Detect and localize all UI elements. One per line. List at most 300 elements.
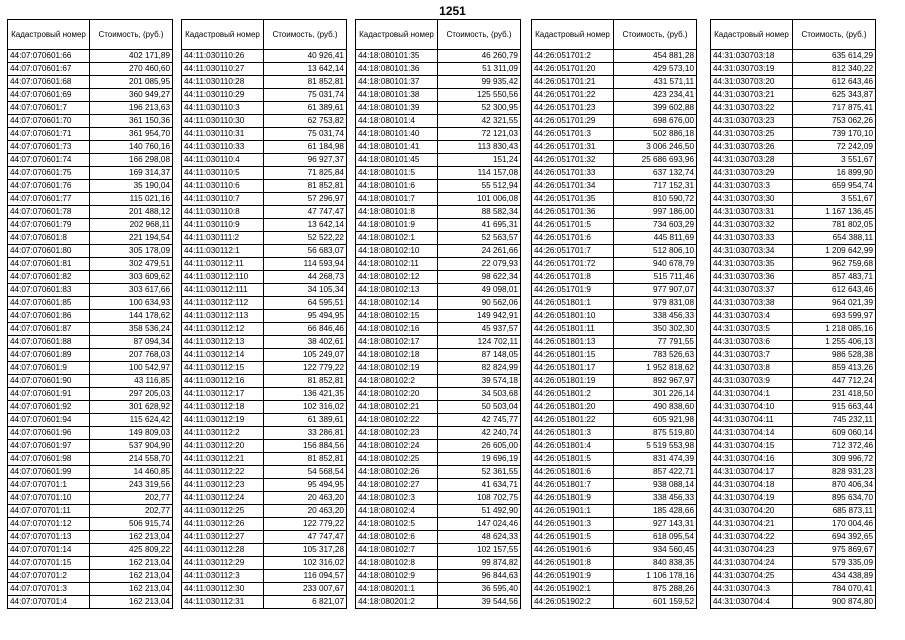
- cadastral-number-cell: 44:11:030110:31: [182, 128, 264, 141]
- cost-cell: 579 335,09: [793, 557, 876, 570]
- table-row: [711, 232, 876, 245]
- cost-cell: 783 526,63: [614, 349, 697, 362]
- table-row: [711, 583, 876, 596]
- table-row: [182, 518, 347, 531]
- table-row: [8, 531, 173, 544]
- cost-cell: 38 402,61: [264, 336, 347, 349]
- table-row: [711, 76, 876, 89]
- cost-cell: 102 316,02: [264, 401, 347, 414]
- cost-cell: 537 904,90: [90, 440, 173, 453]
- table-row: [182, 297, 347, 310]
- cost-cell: 47 747,47: [264, 531, 347, 544]
- cadastral-number-cell: 44:26:051801:22: [532, 414, 614, 427]
- cadastral-number-cell: 44:26:051801:1: [532, 297, 614, 310]
- cadastral-number-cell: 44:18:080102:7: [356, 544, 438, 557]
- table-row: [532, 596, 697, 609]
- cost-cell: 231 418,50: [793, 388, 876, 401]
- cadastral-number-cell: 44:26:051701:32: [532, 154, 614, 167]
- table-row: [532, 440, 697, 453]
- cadastral-number-cell: 44:11:030110:7: [182, 193, 264, 206]
- table-row: [356, 440, 521, 453]
- table-row: [8, 375, 173, 388]
- cost-cell: 502 886,18: [614, 128, 697, 141]
- table-row: [8, 193, 173, 206]
- cadastral-number-cell: 44:26:051801:13: [532, 336, 614, 349]
- table-row: [8, 440, 173, 453]
- cost-cell: 857 422,71: [614, 466, 697, 479]
- cost-cell: 828 931,23: [793, 466, 876, 479]
- table-row: [182, 310, 347, 323]
- cadastral-number-cell: 44:31:030704:14: [711, 427, 793, 440]
- table-row: [532, 219, 697, 232]
- cost-cell: 625 343,87: [793, 89, 876, 102]
- table-row: [8, 271, 173, 284]
- cadastral-number-cell: 44:11:030112:25: [182, 505, 264, 518]
- cadastral-number-cell: 44:11:030110:27: [182, 63, 264, 76]
- cost-cell: 243 319,56: [90, 479, 173, 492]
- cadastral-number-cell: 44:18:080101:37: [356, 76, 438, 89]
- header-cadastral-number: Кадастровый номер: [711, 20, 793, 50]
- cost-cell: 221 194,54: [90, 232, 173, 245]
- cadastral-number-cell: 44:31:030704:25: [711, 570, 793, 583]
- cost-cell: 41 695,31: [438, 219, 521, 232]
- table-row: [532, 557, 697, 570]
- table-row: [356, 50, 521, 63]
- cadastral-number-cell: 44:11:030112:18: [182, 401, 264, 414]
- cadastral-number-cell: 44:31:030703:21: [711, 89, 793, 102]
- table-row: [532, 570, 697, 583]
- cost-cell: 61 389,61: [264, 102, 347, 115]
- cost-cell: 61 389,61: [264, 414, 347, 427]
- cadastral-number-cell: 44:07:070701:14: [8, 544, 90, 557]
- cost-cell: 601 159,52: [614, 596, 697, 609]
- table-row: [8, 102, 173, 115]
- table-row: [711, 193, 876, 206]
- cost-cell: 303 617,66: [90, 284, 173, 297]
- cost-cell: 40 926,41: [264, 50, 347, 63]
- table-row: [182, 180, 347, 193]
- cost-cell: 52 300,95: [438, 102, 521, 115]
- table-row: [8, 89, 173, 102]
- table-row: [356, 258, 521, 271]
- cadastral-number-cell: 44:31:030704:11: [711, 414, 793, 427]
- cost-cell: 454 881,28: [614, 50, 697, 63]
- table-row: [8, 401, 173, 414]
- cost-cell: 42 240,74: [438, 427, 521, 440]
- cadastral-number-cell: 44:31:030703:30: [711, 193, 793, 206]
- cadastral-number-cell: 44:31:030704:21: [711, 518, 793, 531]
- table-row: [711, 596, 876, 609]
- table-row: [711, 531, 876, 544]
- table-row: [532, 284, 697, 297]
- cadastral-number-cell: 44:07:070701:12: [8, 518, 90, 531]
- table-row: [8, 479, 173, 492]
- table-row: [8, 206, 173, 219]
- cadastral-number-cell: 44:31:030703:26: [711, 141, 793, 154]
- table-row: [532, 427, 697, 440]
- cadastral-number-cell: 44:18:080102:27: [356, 479, 438, 492]
- table-row: [711, 414, 876, 427]
- cadastral-number-cell: 44:31:030703:23: [711, 115, 793, 128]
- cadastral-number-cell: 44:18:080102:22: [356, 414, 438, 427]
- table-row: [711, 466, 876, 479]
- table-row: [356, 414, 521, 427]
- cadastral-number-cell: 44:07:070601:76: [8, 180, 90, 193]
- table-row: [182, 76, 347, 89]
- cadastral-number-cell: 44:18:080102:21: [356, 401, 438, 414]
- cadastral-number-cell: 44:26:051901:1: [532, 505, 614, 518]
- cost-cell: 140 760,16: [90, 141, 173, 154]
- table-row: [532, 505, 697, 518]
- table-header-row: [356, 20, 521, 50]
- table-row: [711, 544, 876, 557]
- table-header-row: [182, 20, 347, 50]
- cost-cell: 358 536,24: [90, 323, 173, 336]
- cost-cell: 297 205,03: [90, 388, 173, 401]
- cost-cell: 16 899,90: [793, 167, 876, 180]
- cadastral-number-cell: 44:18:080101:35: [356, 50, 438, 63]
- cadastral-number-cell: 44:18:080102:24: [356, 440, 438, 453]
- cost-cell: 47 747,47: [264, 206, 347, 219]
- table-row: [711, 362, 876, 375]
- table-row: [532, 466, 697, 479]
- cost-cell: 734 603,29: [614, 219, 697, 232]
- cadastral-number-cell: 44:26:051701:8: [532, 271, 614, 284]
- cost-cell: 149 809,03: [90, 427, 173, 440]
- cost-cell: 115 624,42: [90, 414, 173, 427]
- table-row: [711, 141, 876, 154]
- cost-cell: 88 582,34: [438, 206, 521, 219]
- cost-cell: 105 249,07: [264, 349, 347, 362]
- cost-cell: 102 157,55: [438, 544, 521, 557]
- table-row: [532, 479, 697, 492]
- table-row: [8, 245, 173, 258]
- cadastral-number-cell: 44:31:030704:10: [711, 401, 793, 414]
- cost-cell: 840 838,35: [614, 557, 697, 570]
- cost-cell: 447 712,24: [793, 375, 876, 388]
- cadastral-number-cell: 44:11:030112:12: [182, 323, 264, 336]
- cadastral-number-cell: 44:11:030110:6: [182, 180, 264, 193]
- cadastral-number-cell: 44:31:030703:29: [711, 167, 793, 180]
- cadastral-number-cell: 44:07:070601:85: [8, 297, 90, 310]
- cadastral-number-cell: 44:11:030112:11: [182, 258, 264, 271]
- cadastral-number-cell: 44:07:070601:8: [8, 232, 90, 245]
- cadastral-number-cell: 44:26:051901:6: [532, 544, 614, 557]
- cost-cell: 61 184,98: [264, 141, 347, 154]
- cost-cell: 753 062,26: [793, 115, 876, 128]
- table-row: [532, 258, 697, 271]
- cadastral-number-cell: 44:11:030111:2: [182, 232, 264, 245]
- cadastral-number-cell: 44:07:070701:2: [8, 570, 90, 583]
- table-row: [711, 102, 876, 115]
- cadastral-number-cell: 44:26:051902:2: [532, 596, 614, 609]
- cost-cell: 515 711,46: [614, 271, 697, 284]
- table-row: [182, 362, 347, 375]
- cadastral-number-cell: 44:31:030703:8: [711, 362, 793, 375]
- cost-cell: 964 021,39: [793, 297, 876, 310]
- table-row: [532, 167, 697, 180]
- cadastral-number-cell: 44:11:030112:13: [182, 336, 264, 349]
- cadastral-number-cell: 44:07:070601:97: [8, 440, 90, 453]
- cost-cell: 201 488,12: [90, 206, 173, 219]
- table-row: [8, 466, 173, 479]
- cadastral-number-cell: 44:26:051701:34: [532, 180, 614, 193]
- table-row: [356, 453, 521, 466]
- cadastral-number-cell: 44:11:030112:113: [182, 310, 264, 323]
- cadastral-number-cell: 44:26:051801:9: [532, 492, 614, 505]
- table-row: [182, 193, 347, 206]
- cadastral-number-cell: 44:26:051701:6: [532, 232, 614, 245]
- table-row: [356, 466, 521, 479]
- table-row: [711, 245, 876, 258]
- table-row: [8, 219, 173, 232]
- cadastral-number-cell: 44:07:070601:92: [8, 401, 90, 414]
- cadastral-number-cell: 44:31:030703:38: [711, 297, 793, 310]
- cost-cell: 1 255 406,13: [793, 336, 876, 349]
- cadastral-number-cell: 44:07:070601:81: [8, 258, 90, 271]
- table-row: [356, 154, 521, 167]
- cost-cell: 201 085,95: [90, 76, 173, 89]
- table-row: [532, 50, 697, 63]
- cost-cell: 979 831,08: [614, 297, 697, 310]
- table-row: [356, 583, 521, 596]
- table-row: [8, 141, 173, 154]
- cost-cell: 136 421,35: [264, 388, 347, 401]
- table-row: [8, 63, 173, 76]
- cadastral-number-cell: 44:07:070601:99: [8, 466, 90, 479]
- cadastral-number-cell: 44:31:030704:18: [711, 479, 793, 492]
- table-header-row: [711, 20, 876, 50]
- table-row: [356, 479, 521, 492]
- cost-cell: 156 884,56: [264, 440, 347, 453]
- cadastral-number-cell: 44:18:080102:26: [356, 466, 438, 479]
- cost-cell: 303 609,62: [90, 271, 173, 284]
- cadastral-number-cell: 44:31:030704:4: [711, 596, 793, 609]
- cadastral-number-cell: 44:07:070601:68: [8, 76, 90, 89]
- table-row: [356, 323, 521, 336]
- table-row: [356, 102, 521, 115]
- cost-cell: 82 824,99: [438, 362, 521, 375]
- table-row: [532, 349, 697, 362]
- cadastral-number-cell: 44:18:080101:8: [356, 206, 438, 219]
- cadastral-number-cell: 44:26:051801:17: [532, 362, 614, 375]
- table-row: [711, 180, 876, 193]
- cost-cell: 42 745,77: [438, 414, 521, 427]
- page-number: 1251: [439, 4, 466, 18]
- table-row: [711, 453, 876, 466]
- cadastral-number-cell: 44:18:080102:23: [356, 427, 438, 440]
- cadastral-number-cell: 44:31:030703:22: [711, 102, 793, 115]
- cadastral-number-cell: 44:07:070601:71: [8, 128, 90, 141]
- table-row: [182, 440, 347, 453]
- cadastral-number-cell: 44:26:051801:6: [532, 466, 614, 479]
- cadastral-number-cell: 44:31:030704:15: [711, 440, 793, 453]
- table-row: [8, 505, 173, 518]
- cost-cell: 52 361,55: [438, 466, 521, 479]
- cost-cell: 51 311,09: [438, 63, 521, 76]
- table-row: [8, 414, 173, 427]
- cost-cell: 98 622,34: [438, 271, 521, 284]
- cadastral-number-cell: 44:31:030704:23: [711, 544, 793, 557]
- cost-cell: 997 186,00: [614, 206, 697, 219]
- cost-cell: 45 937,57: [438, 323, 521, 336]
- cadastral-number-cell: 44:31:030704:16: [711, 453, 793, 466]
- cadastral-number-cell: 44:07:070601:98: [8, 453, 90, 466]
- cadastral-number-cell: 44:18:080102:15: [356, 310, 438, 323]
- cost-cell: 51 492,90: [438, 505, 521, 518]
- cost-cell: 1 218 085,16: [793, 323, 876, 336]
- cost-cell: 654 388,11: [793, 232, 876, 245]
- cadastral-number-cell: 44:07:070601:96: [8, 427, 90, 440]
- table-row: [356, 505, 521, 518]
- table-row: [182, 557, 347, 570]
- cadastral-number-cell: 44:18:080101:5: [356, 167, 438, 180]
- table-row: [532, 453, 697, 466]
- table-row: [711, 310, 876, 323]
- cadastral-number-cell: 44:31:030704:24: [711, 557, 793, 570]
- table-row: [8, 284, 173, 297]
- table-row: [182, 258, 347, 271]
- cost-cell: 506 915,74: [90, 518, 173, 531]
- cost-cell: 52 522,22: [264, 232, 347, 245]
- cost-cell: 233 007,67: [264, 583, 347, 596]
- table-row: [711, 401, 876, 414]
- cadastral-number-cell: 44:18:080102:25: [356, 453, 438, 466]
- cost-cell: 95 494,95: [264, 479, 347, 492]
- cost-cell: 781 802,05: [793, 219, 876, 232]
- table-row: [711, 167, 876, 180]
- cost-cell: 490 838,60: [614, 401, 697, 414]
- table-row: [182, 232, 347, 245]
- cost-cell: 36 595,40: [438, 583, 521, 596]
- table-row: [711, 297, 876, 310]
- table-row: [182, 401, 347, 414]
- table-row: [8, 349, 173, 362]
- cost-cell: 202,77: [90, 505, 173, 518]
- cadastral-number-cell: 44:07:070601:83: [8, 284, 90, 297]
- cadastral-number-cell: 44:07:070601:82: [8, 271, 90, 284]
- cost-cell: 975 869,67: [793, 544, 876, 557]
- table-row: [711, 336, 876, 349]
- table-row: [182, 284, 347, 297]
- cadastral-number-cell: 44:26:051701:33: [532, 167, 614, 180]
- table-row: [182, 453, 347, 466]
- table-row: [711, 505, 876, 518]
- table-row: [532, 271, 697, 284]
- cost-cell: 57 296,97: [264, 193, 347, 206]
- table-row: [356, 349, 521, 362]
- cadastral-number-cell: 44:26:051701:22: [532, 89, 614, 102]
- cost-cell: 3 006 246,50: [614, 141, 697, 154]
- table-row: [356, 531, 521, 544]
- cost-cell: 900 874,80: [793, 596, 876, 609]
- table-row: [711, 427, 876, 440]
- table-row: [182, 466, 347, 479]
- cadastral-number-cell: 44:18:080102:14: [356, 297, 438, 310]
- cadastral-number-cell: 44:11:030112:15: [182, 362, 264, 375]
- cadastral-number-cell: 44:31:030703:6: [711, 336, 793, 349]
- cost-cell: 1 952 818,62: [614, 362, 697, 375]
- cost-cell: 612 643,46: [793, 284, 876, 297]
- cost-cell: 116 094,57: [264, 570, 347, 583]
- table-header-row: [8, 20, 173, 50]
- table-row: [8, 50, 173, 63]
- cost-cell: 694 392,65: [793, 531, 876, 544]
- cost-cell: 162 213,04: [90, 596, 173, 609]
- cadastral-number-cell: 44:26:051801:15: [532, 349, 614, 362]
- cadastral-number-cell: 44:31:030703:34: [711, 245, 793, 258]
- cost-cell: 87 094,34: [90, 336, 173, 349]
- cadastral-number-cell: 44:31:030704:3: [711, 583, 793, 596]
- cost-cell: 41 634,71: [438, 479, 521, 492]
- table-row: [8, 518, 173, 531]
- cost-cell: 77 791,55: [614, 336, 697, 349]
- table-row: [532, 154, 697, 167]
- cadastral-number-cell: 44:11:030110:8: [182, 206, 264, 219]
- cost-cell: 895 634,70: [793, 492, 876, 505]
- table-row: [8, 557, 173, 570]
- header-cost: Стоимость, (руб.): [793, 20, 876, 50]
- cadastral-number-cell: 44:18:080102:16: [356, 323, 438, 336]
- cost-cell: 202 968,11: [90, 219, 173, 232]
- cost-cell: 113 830,43: [438, 141, 521, 154]
- table-row: [532, 518, 697, 531]
- cost-cell: 81 852,81: [264, 453, 347, 466]
- table-row: [356, 89, 521, 102]
- table-row: [356, 245, 521, 258]
- cost-cell: 812 340,22: [793, 63, 876, 76]
- cost-cell: 20 463,20: [264, 492, 347, 505]
- table-row: [8, 128, 173, 141]
- cadastral-number-cell: 44:26:051801:19: [532, 375, 614, 388]
- table-row: [182, 544, 347, 557]
- cost-cell: 114 593,94: [264, 258, 347, 271]
- cadastral-number-cell: 44:18:080102:13: [356, 284, 438, 297]
- table-row: [711, 323, 876, 336]
- table-row: [711, 570, 876, 583]
- cadastral-number-cell: 44:26:051901:5: [532, 531, 614, 544]
- cost-cell: 698 676,00: [614, 115, 697, 128]
- cadastral-table: [531, 19, 697, 609]
- cadastral-number-cell: 44:11:030112:3: [182, 570, 264, 583]
- cadastral-number-cell: 44:26:051701:35: [532, 193, 614, 206]
- cadastral-number-cell: 44:31:030703:18: [711, 50, 793, 63]
- cadastral-number-cell: 44:07:070701:11: [8, 505, 90, 518]
- cost-cell: 151,24: [438, 154, 521, 167]
- table-row: [356, 297, 521, 310]
- cost-cell: 75 031,74: [264, 128, 347, 141]
- cadastral-number-cell: 44:31:030703:37: [711, 284, 793, 297]
- cadastral-number-cell: 44:11:030112:1: [182, 245, 264, 258]
- cadastral-number-cell: 44:07:070701:13: [8, 531, 90, 544]
- cost-cell: 25 686 693,96: [614, 154, 697, 167]
- cadastral-number-cell: 44:07:070601:69: [8, 89, 90, 102]
- cost-cell: 81 852,81: [264, 375, 347, 388]
- cost-cell: 13 642,14: [264, 63, 347, 76]
- cost-cell: 423 234,41: [614, 89, 697, 102]
- table-row: [532, 531, 697, 544]
- cost-cell: 977 907,07: [614, 284, 697, 297]
- table-row: [711, 63, 876, 76]
- cost-cell: 52 563,57: [438, 232, 521, 245]
- cost-cell: 14 460,85: [90, 466, 173, 479]
- cadastral-number-cell: 44:07:070601:73: [8, 141, 90, 154]
- cost-cell: 19 696,19: [438, 453, 521, 466]
- cadastral-number-cell: 44:07:070601:80: [8, 245, 90, 258]
- cost-cell: 169 314,37: [90, 167, 173, 180]
- table-row: [711, 349, 876, 362]
- cost-cell: 20 463,20: [264, 505, 347, 518]
